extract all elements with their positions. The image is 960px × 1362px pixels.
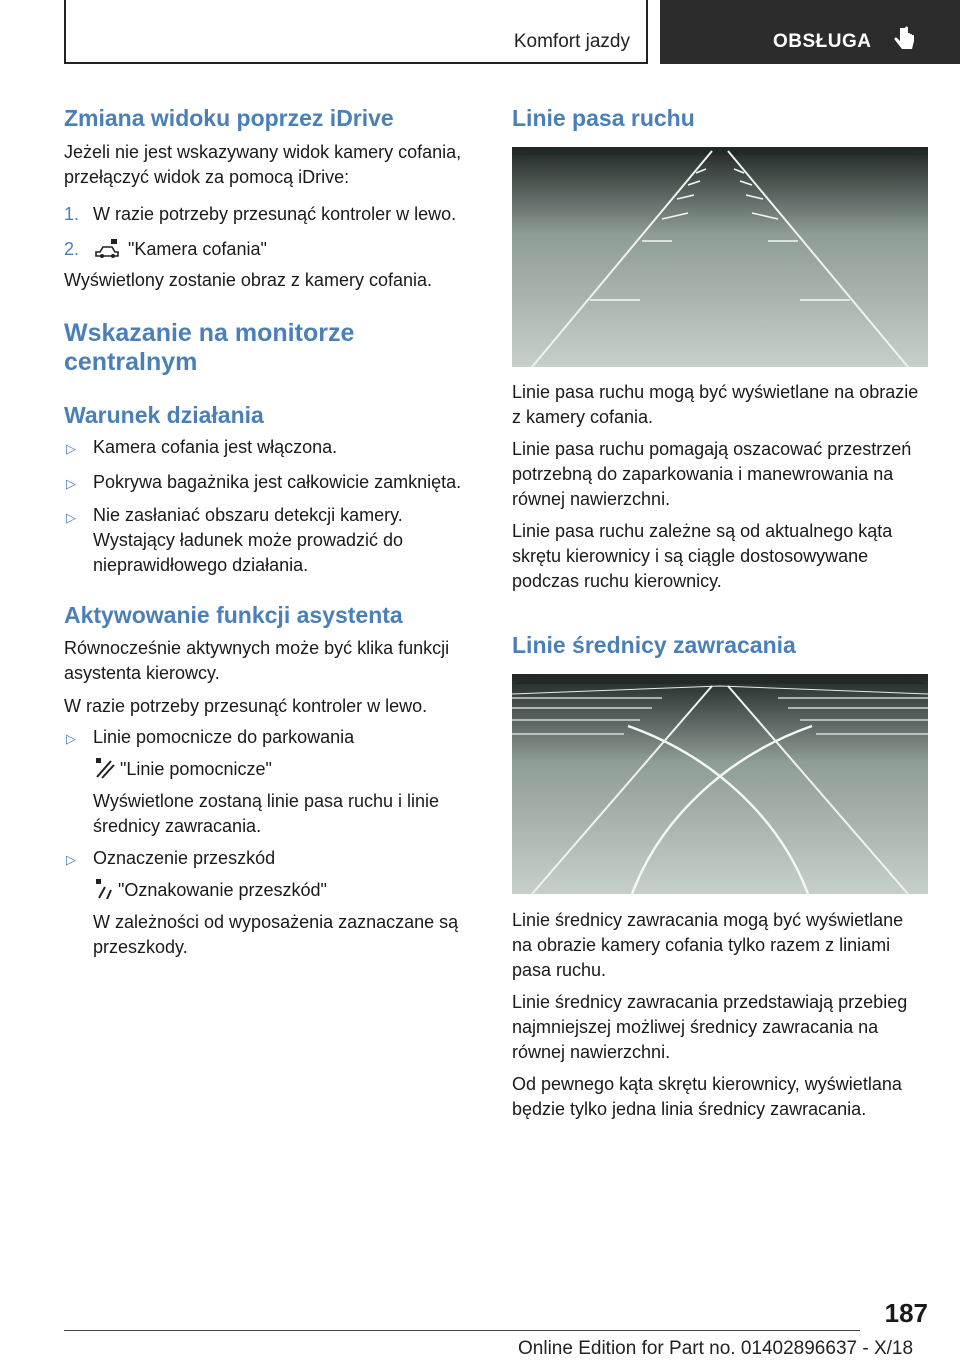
- para-turn-3: Od pewnego kąta skrętu kierownicy, wyświetlana będzie tylko jedna linia średnicy zawracania.: [512, 1074, 902, 1119]
- para-turn-1: Linie średnicy zawracania mogą być wyświetlane na obrazie kamery cofania tylko razem z liniami pasa ruchu.: [512, 910, 904, 980]
- heading-change-view: Zmiana widoku poprzez iDrive: [64, 105, 394, 131]
- step-1-number: 1.: [64, 204, 80, 224]
- footer-divider: [64, 1330, 860, 1331]
- para-activate: Równocześnie aktywnych może być klika funkcji asystenta kierowcy.: [64, 638, 450, 683]
- heading-activate: Aktywowanie funkcji asystenta: [64, 602, 403, 628]
- rear-camera-icon: [94, 238, 120, 260]
- condition-1: Kamera cofania jest włączona.: [93, 437, 338, 457]
- bullet-obstacles: Oznaczenie przeszkód: [93, 848, 276, 868]
- condition-2: Pokrywa bagażnika jest całkowicie zamknięta.: [93, 472, 462, 492]
- heading-turning-lines: Linie średnicy zawracania: [512, 632, 796, 658]
- page-number: 187: [884, 1298, 928, 1328]
- turning-lines-graphic: [512, 674, 928, 894]
- step-2-number: 2.: [64, 239, 80, 259]
- bullet-triangle-icon: ▷: [66, 476, 76, 491]
- para-lane-2: Linie pasa ruchu pomagają oszacować przestrzeń potrzebną do zaparkowania i manewrowania na równej nawierzchni.: [512, 439, 912, 509]
- heading-display-line2: centralnym: [64, 348, 198, 376]
- camera-lane-lines-image: [512, 147, 928, 367]
- heading-lane-lines: Linie pasa ruchu: [512, 105, 695, 131]
- heading-condition: Warunek działania: [64, 402, 264, 428]
- desc-parking-lines: Wyświetlone zostaną linie pasa ruchu i linie średnicy zawracania.: [93, 791, 440, 836]
- chapter-title: Komfort jazdy: [513, 31, 630, 52]
- para-change-view: Jeżeli nie jest wskazywany widok kamery cofania, przełączyć widok za pomocą iDrive:: [64, 142, 462, 187]
- bullet-triangle-icon: ▷: [66, 852, 76, 867]
- menu-obstacles: "Oznakowanie przeszkód": [118, 880, 327, 900]
- bullet-triangle-icon: ▷: [66, 441, 76, 456]
- section-label: OBSŁUGA: [773, 31, 872, 52]
- para-activate-2: W razie potrzeby przesunąć kontroler w lewo.: [64, 696, 428, 716]
- para-lane-1: Linie pasa ruchu mogą być wyświetlane na obrazie z kamery cofania.: [512, 382, 919, 427]
- menu-parking-lines: "Linie pomocnicze": [120, 759, 272, 779]
- step-2-text: "Kamera cofania": [128, 239, 267, 259]
- para-result: Wyświetlony zostanie obraz z kamery cofania.: [64, 270, 432, 290]
- step-1-text: W razie potrzeby przesunąć kontroler w lewo.: [93, 204, 457, 224]
- para-turn-2: Linie średnicy zawracania przedstawiają przebieg najmniejszej możliwej średnicy zawracania na równej nawierzchni.: [512, 992, 908, 1062]
- desc-obstacles: W zależności od wyposażenia zaznaczane są przeszkody.: [93, 912, 459, 957]
- lane-lines-graphic: [512, 147, 928, 367]
- heading-display-line1: Wskazanie na monitorze: [64, 319, 355, 347]
- obstacle-marking-icon: [93, 878, 115, 900]
- hand-pointer-icon: [894, 26, 916, 54]
- bullet-triangle-icon: ▷: [66, 510, 76, 525]
- edition-note: Online Edition for Part no. 01402896637 - X/18: [518, 1338, 914, 1359]
- parking-lines-icon: [93, 757, 115, 779]
- condition-3: Nie zasłaniać obszaru detekcji kamery. Wystający ładunek może prowadzić do nieprawidłowego działania.: [93, 505, 403, 575]
- para-lane-3: Linie pasa ruchu zależne są od aktualnego kąta skrętu kierownicy i są ciągle dostosowywane podczas ruchu kierownicy.: [512, 521, 893, 591]
- section-tab: [660, 0, 960, 64]
- bullet-parking-lines: Linie pomocnicze do parkowania: [93, 727, 355, 747]
- camera-turning-lines-image: [512, 674, 928, 894]
- bullet-triangle-icon: ▷: [66, 731, 76, 746]
